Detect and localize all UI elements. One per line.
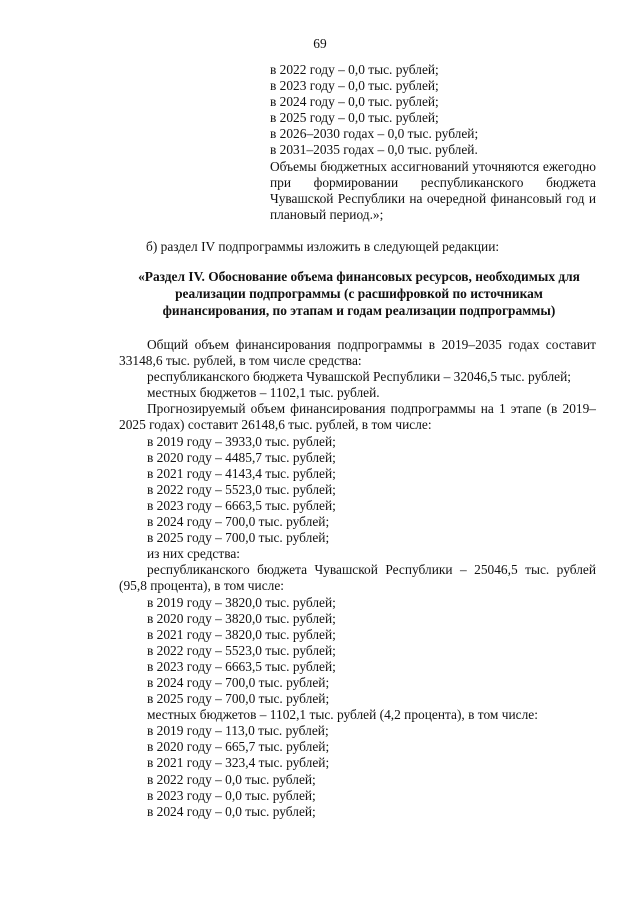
list-item: в 2021 году – 4143,4 тыс. рублей;: [147, 465, 336, 481]
section-heading: «Раздел IV. Обоснование объема финансовых ресурсов, необходимых для реализации подпрограммы (с расшифровкой по источникам финансирования, по этапам и годам реализации подпрограммы): [138, 269, 580, 318]
list-item: в 2024 году – 700,0 тыс. рублей;: [147, 674, 330, 690]
top-year-line: в 2031–2035 годах – 0,0 тыс. рублей.: [270, 142, 478, 158]
list-item: в 2019 году – 3933,0 тыс. рублей;: [147, 433, 336, 449]
list-item: в 2024 году – 0,0 тыс. рублей;: [147, 803, 316, 819]
budget-note: Объемы бюджетных ассигнований уточняются ежегодно при формировании республиканского бюджета Чувашской Республики на очередной финансовый год и плановый период.»;: [270, 158, 596, 222]
top-year-line: в 2026–2030 годах – 0,0 тыс. рублей;: [270, 126, 479, 142]
top-year-line: в 2025 году – 0,0 тыс. рублей;: [270, 110, 439, 126]
list-item: в 2023 году – 0,0 тыс. рублей;: [147, 787, 316, 803]
list-item: в 2022 году – 5523,0 тыс. рублей;: [147, 642, 336, 658]
section-body: [119, 337, 596, 820]
list-item: в 2024 году – 700,0 тыс. рублей;: [147, 514, 330, 530]
stage1-paragraph: Прогнозируемый объем финансирования подпрограммы на 1 этапе (в 2019–2025 годах) составит 26148,6 тыс. рублей, в том числе:: [119, 401, 596, 433]
top-continuation-block: [270, 62, 596, 223]
list-item: в 2019 году – 3820,0 тыс. рублей;: [147, 594, 336, 610]
of-them-label: из них средства:: [147, 546, 241, 562]
republic-budget-total: республиканского бюджета Чувашской Республики – 32046,5 тыс. рублей;: [147, 369, 572, 385]
list-item: в 2019 году – 113,0 тыс. рублей;: [147, 723, 329, 739]
total-financing-paragraph: Общий объем финансирования подпрограммы в 2019–2035 годах составит 33148,6 тыс. рублей, в том числе средства:: [119, 337, 596, 369]
republic-year-list: [119, 595, 596, 708]
local-stage1-line: местных бюджетов – 1102,1 тыс. рублей (4,2 процента), в том числе:: [147, 707, 538, 723]
list-item: в 2020 году – 4485,7 тыс. рублей;: [147, 449, 336, 465]
amendment-instruction: б) раздел IV подпрограммы изложить в следующей редакции:: [146, 239, 500, 254]
local-year-list: [119, 723, 596, 820]
list-item: в 2020 году – 3820,0 тыс. рублей;: [147, 610, 336, 626]
top-year-line: в 2024 году – 0,0 тыс. рублей;: [270, 94, 439, 110]
list-item: в 2025 году – 700,0 тыс. рублей;: [147, 691, 330, 707]
stage1-year-list: [119, 434, 596, 547]
list-item: в 2021 году – 3820,0 тыс. рублей;: [147, 626, 336, 642]
local-budget-total: местных бюджетов – 1102,1 тыс. рублей.: [147, 385, 380, 401]
top-year-line: в 2023 году – 0,0 тыс. рублей;: [270, 78, 439, 94]
list-item: в 2021 году – 323,4 тыс. рублей;: [147, 755, 330, 771]
list-item: в 2022 году – 5523,0 тыс. рублей;: [147, 481, 336, 497]
top-year-line: в 2022 году – 0,0 тыс. рублей;: [270, 62, 439, 77]
republic-stage1-paragraph: республиканского бюджета Чувашской Республики – 25046,5 тыс. рублей (95,8 процента), в том числе:: [119, 562, 596, 594]
list-item: в 2023 году – 6663,5 тыс. рублей;: [147, 497, 336, 513]
page-number: 69: [313, 36, 327, 51]
list-item: в 2023 году – 6663,5 тыс. рублей;: [147, 658, 336, 674]
list-item: в 2020 году – 665,7 тыс. рублей;: [147, 739, 330, 755]
list-item: в 2025 году – 700,0 тыс. рублей;: [147, 530, 330, 546]
list-item: в 2022 году – 0,0 тыс. рублей;: [147, 771, 316, 787]
